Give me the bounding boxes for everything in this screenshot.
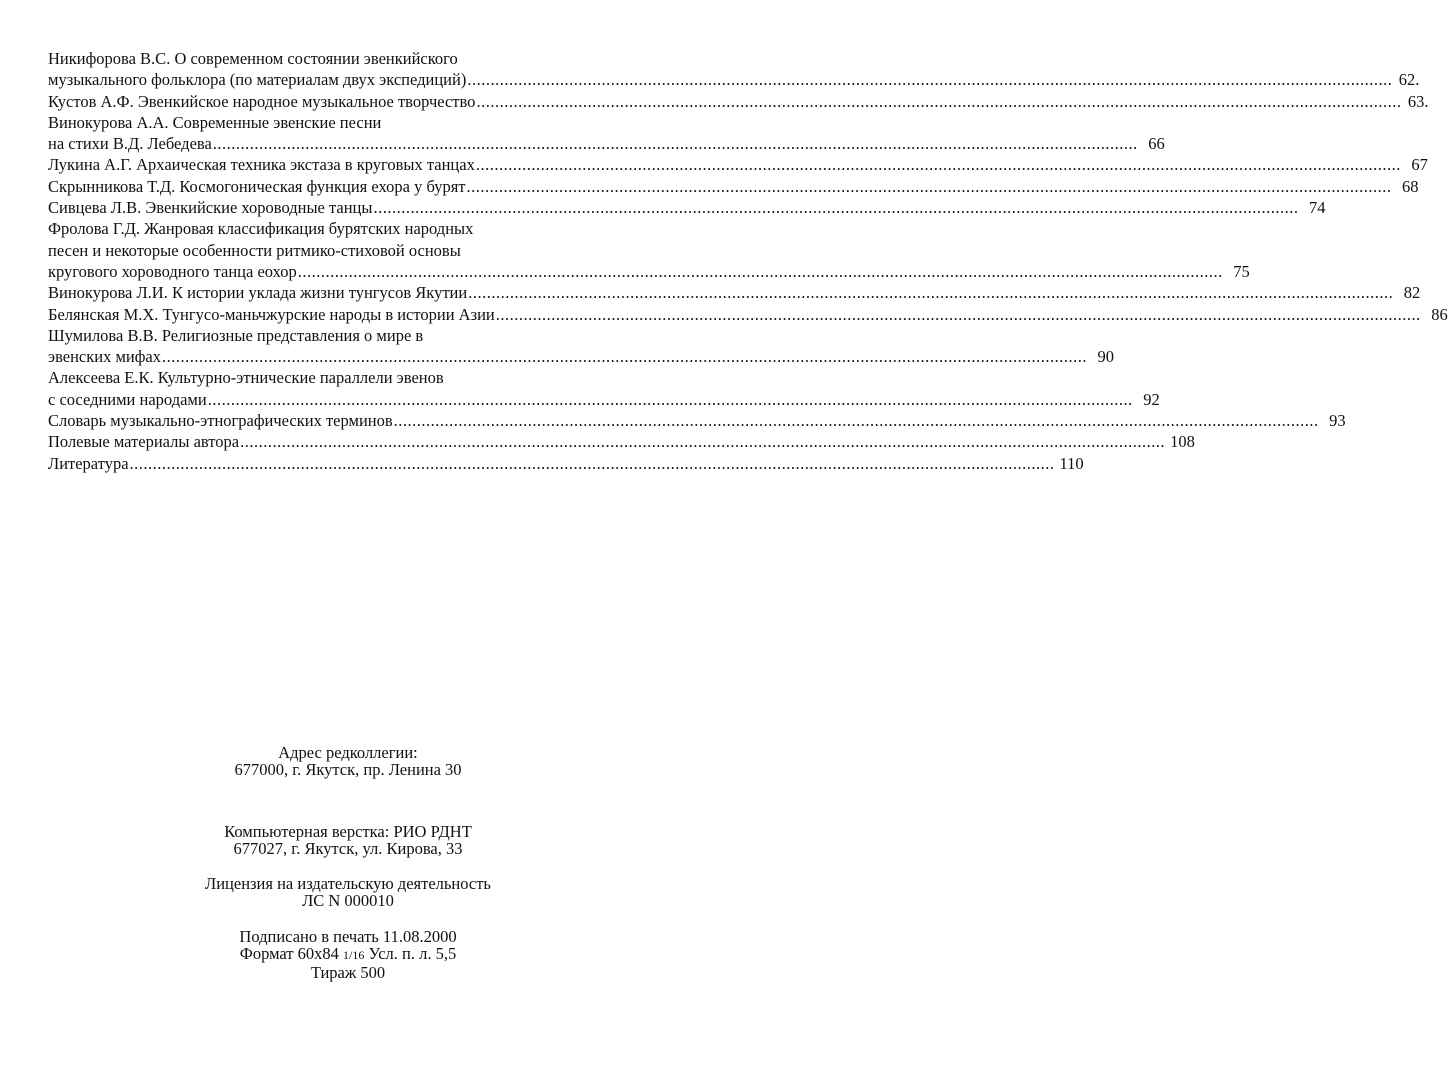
toc-page-number: 74 (1308, 198, 1326, 218)
toc-entry (48, 325, 1115, 368)
format-line (0, 945, 696, 964)
toc-entry (48, 218, 1250, 282)
toc-dot-leader: ........................................................................................................................................................................................................ (475, 155, 1401, 175)
toc-entry (48, 431, 1195, 452)
toc-dot-leader: ........................................................................................................................................................................................................ (495, 304, 1421, 324)
toc-entry-line (48, 282, 1421, 303)
toc-dot-leader: ........................................................................................................................................................................................................ (162, 347, 1088, 367)
toc-page-number: 110 (1059, 453, 1084, 473)
toc-dot-leader: ........................................................................................................................................................................................................ (466, 176, 1392, 196)
toc-entry-line (48, 133, 1165, 154)
toc-entry-line: Никифорова В.С. О современном состоянии эвенкийского (48, 49, 458, 68)
toc-entry-text: Винокурова Л.И. К истории уклада жизни тунгусов Якутии (48, 283, 468, 303)
toc-entry (48, 367, 1160, 410)
toc-entry-text: Словарь музыкально-этнографических терминов (48, 411, 393, 431)
editorial-address-block (0, 744, 696, 778)
layout-address: 677027, г. Якутск, ул. Кирова, 33 (233, 839, 463, 858)
toc-dot-leader: ........................................................................................................................................................................................................ (468, 283, 1394, 303)
toc-page-number: 62. (1398, 70, 1420, 90)
toc-entry-line (48, 304, 1448, 325)
toc-entry-line (48, 389, 1160, 410)
toc-dot-leader: ........................................................................................................................................................................................................ (129, 453, 1055, 473)
toc-entry-line (48, 91, 1429, 112)
layout-credit-block (0, 823, 696, 857)
address-heading: Адрес редколлегии: (278, 743, 418, 762)
address-text: 677000, г. Якутск, пр. Ленина 30 (234, 760, 462, 779)
toc-entry-text: музыкального фольклора (по материалам двух экспедиций) (48, 70, 467, 90)
toc-page-number: 63. (1407, 91, 1429, 111)
toc-entry (48, 48, 1420, 91)
toc-dot-leader: ........................................................................................................................................................................................................ (207, 389, 1133, 409)
toc-dot-leader: ........................................................................................................................................................................................................ (297, 261, 1223, 281)
toc-entry (48, 282, 1421, 303)
toc-entry-text: Лукина А.Г. Архаическая техника экстаза в круговых танцах (48, 155, 475, 175)
toc-entry (48, 154, 1428, 175)
toc-entry (48, 410, 1346, 431)
toc-entry-line: Фролова Г.Д. Жанровая классификация бурятских народных (48, 219, 474, 239)
toc-entry-line (48, 410, 1346, 431)
toc-page-number: 86 (1431, 304, 1448, 324)
toc-entry-text: с соседними народами (48, 389, 207, 409)
toc-page-number: 93 (1329, 411, 1346, 431)
license-block (0, 875, 696, 909)
toc-page-number: 82 (1403, 283, 1421, 303)
toc-entry (48, 91, 1429, 112)
toc-entry-text: Сивцева Л.В. Эвенкийские хороводные танцы (48, 198, 373, 218)
toc-entry-text: Белянская М.Х. Тунгусо-маньчжурские народы в истории Азии (48, 304, 495, 324)
format-printed-sheets: Усл. п. л. 5,5 (368, 944, 457, 963)
signed-to-print: Подписано в печать 11.08.2000 (239, 927, 457, 946)
toc-dot-leader: ........................................................................................................................................................................................................ (373, 198, 1299, 218)
toc-dot-leader: ........................................................................................................................................................................................................ (476, 91, 1402, 111)
toc-dot-leader: ........................................................................................................................................................................................................ (240, 432, 1166, 452)
toc-entry-line (48, 261, 1250, 282)
toc-entry (48, 453, 1084, 474)
toc-entry-line (48, 453, 1084, 474)
toc-dot-leader: ........................................................................................................................................................................................................ (467, 70, 1393, 90)
toc-entry-line: Винокурова А.А. Современные эвенские песни (48, 112, 382, 132)
toc-entry-text: Кустов А.Ф. Эвенкийское народное музыкальное творчество (48, 91, 476, 111)
toc-entry (48, 197, 1326, 218)
toc-entry-line (48, 69, 1420, 90)
toc-entry-line (48, 431, 1195, 452)
toc-page-number: 67 (1411, 155, 1428, 175)
toc-entry-text: эвенских мифах (48, 347, 162, 367)
format-fraction: 1/16 (343, 948, 365, 962)
license-number: ЛС N 000010 (302, 891, 394, 910)
toc-entry (48, 112, 1165, 155)
toc-entry-line (48, 346, 1115, 367)
toc-entry-text: на стихи В.Д. Лебедева (48, 134, 212, 154)
toc-entry (48, 176, 1419, 197)
toc-page-number: 66 (1148, 134, 1165, 154)
license-heading: Лицензия на издательскую деятельность (205, 874, 491, 893)
format-label: Формат 60х84 (239, 944, 339, 963)
toc-page-number: 108 (1170, 432, 1195, 452)
toc-entry-line: Алексеева Е.К. Культурно-этнические параллели эвенов (48, 368, 444, 388)
toc-entry-text: кругового хороводного танца еохор (48, 261, 297, 281)
toc-page-number: 92 (1143, 389, 1160, 409)
toc-dot-leader: ........................................................................................................................................................................................................ (212, 134, 1138, 154)
toc-entry-line: песен и некоторые особенности ритмико-стиховой основы (48, 240, 461, 260)
toc-entry-line (48, 154, 1428, 175)
toc-page-number: 68 (1402, 176, 1419, 196)
toc-dot-leader: ........................................................................................................................................................................................................ (393, 411, 1319, 431)
layout-heading: Компьютерная верстка: РИО РДНТ (224, 822, 472, 841)
toc-entry-text: Литература (48, 453, 129, 473)
print-info-block (0, 928, 696, 981)
toc-entry-text: Полевые материалы автора (48, 432, 240, 452)
toc-entry-line (48, 176, 1419, 197)
print-run: Тираж 500 (310, 963, 386, 982)
toc-page-number: 75 (1233, 261, 1250, 281)
table-of-contents (48, 48, 1448, 474)
toc-entry-line (48, 197, 1326, 218)
toc-entry-text: Скрынникова Т.Д. Космогоническая функция ехора у бурят (48, 176, 466, 196)
toc-page-number: 90 (1097, 347, 1115, 367)
toc-entry (48, 304, 1448, 325)
toc-entry-line: Шумилова В.В. Религиозные представления о мире в (48, 325, 424, 345)
